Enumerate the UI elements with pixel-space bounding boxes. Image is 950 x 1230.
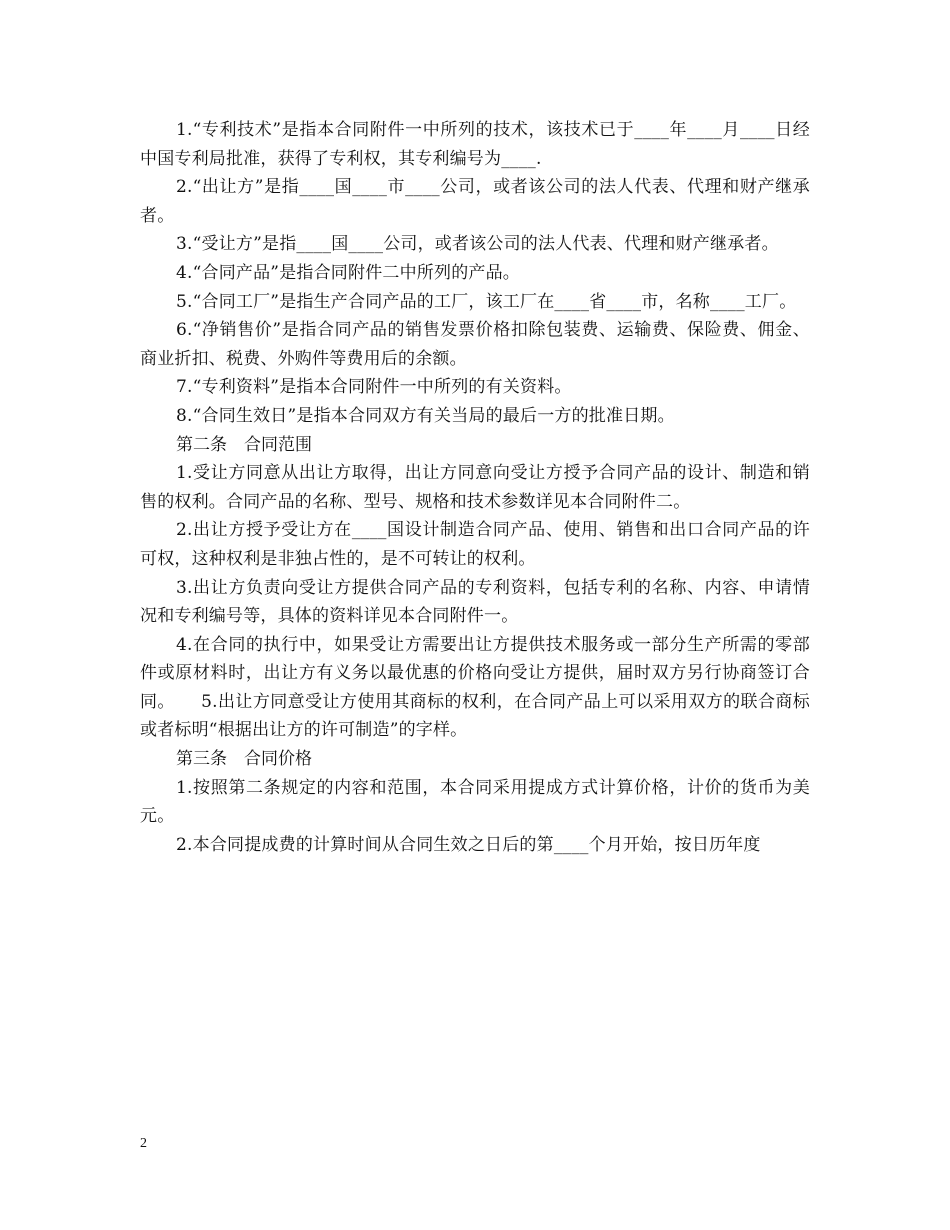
clause-scope-services-and-trademark: 4.在合同的执行中，如果受让方需要出让方提供技术服务或一部分生产所需的零部件或原材料时，出让方有义务以最优惠的价格向受让方提供，届时双方另行协商签订合同。 5.出让方同意受让方使用其商标的权利，在合同产品上可以采用双方的联合商标或者标明“根据出让方的许可制造”的字样。 <box>140 634 810 741</box>
clause-price-royalty-period: 2.本合同提成费的计算时间从合同生效之日后的第____个月开始，按日历年度 <box>176 834 761 855</box>
clause-definition-patent-technology: 1.“专利技术”是指本合同附件一中所列的技术，该技术已于____年____月____日经中国专利局批准，获得了专利权，其专利编号为____. <box>140 120 810 169</box>
clause-definition-contract-product: 4.“合同产品”是指合同附件二中所列的产品。 <box>176 262 521 283</box>
clause-definition-licensee: 3.“受让方”是指____国____公司，或者该公司的法人代表、代理和财产继承者。 <box>176 234 779 255</box>
clause-price-method: 1.按照第二条规定的内容和范围，本合同采用提成方式计算价格，计价的货币为美元。 <box>140 777 810 827</box>
clause-scope-patent-documents: 3.出让方负责向受让方提供合同产品的专利资料，包括专利的名称、内容、申请情况和专利编号等，具体的资料详见本合同附件一。 <box>140 577 810 627</box>
clause-scope-license: 2.出让方授予受让方在____国设计制造合同产品、使用、销售和出口合同产品的许可权，这种权利是非独占性的，是不可转让的权利。 <box>140 520 810 569</box>
clause-definition-contract-factory: 5.“合同工厂”是指生产合同产品的工厂，该工厂在____省____市，名称____工厂。 <box>176 291 797 312</box>
clause-scope-grant: 1.受让方同意从出让方取得，出让方同意向受让方授予合同产品的设计、制造和销售的权利。合同产品的名称、型号、规格和技术参数详见本合同附件二。 <box>140 463 810 512</box>
document-body <box>140 116 810 859</box>
clause-definition-net-sales-price: 6.“净销售价”是指合同产品的销售发票价格扣除包装费、运输费、保险费、佣金、商业折扣、税费、外购件等费用后的余额。 <box>140 320 810 369</box>
page-number: 2 <box>140 1136 147 1151</box>
section-heading-price: 第三条 合同价格 <box>176 749 312 770</box>
clause-definition-patent-documents: 7.“专利资料”是指本合同附件一中所列的有关资料。 <box>176 377 572 398</box>
section-heading-scope: 第二条 合同范围 <box>176 434 312 455</box>
clause-definition-effective-date: 8.“合同生效日”是指本合同双方有关当局的最后一方的批准日期。 <box>176 405 675 426</box>
clause-definition-licensor: 2.“出让方”是指____国____市____公司，或者该公司的法人代表、代理和财产继承者。 <box>140 177 810 226</box>
